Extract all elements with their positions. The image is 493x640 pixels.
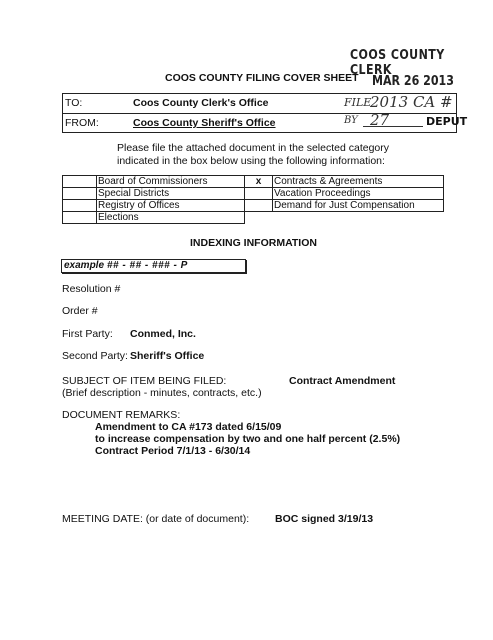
category-label: Demand for Just Compensation <box>273 200 444 212</box>
checkbox-cell[interactable] <box>63 176 97 188</box>
example-label: example <box>64 260 105 271</box>
indexing-heading: INDEXING INFORMATION <box>190 237 317 249</box>
by-label: BY <box>344 115 358 126</box>
example-format: ## - ## - ### - P <box>107 260 188 271</box>
checkbox-cell[interactable]: x <box>245 176 273 188</box>
category-row <box>63 200 444 212</box>
checkbox-cell[interactable] <box>63 188 97 200</box>
file-number: 2013 CA # 27 <box>370 93 453 129</box>
checkbox-cell[interactable] <box>63 212 97 224</box>
page-title: COOS COUNTY FILING COVER SHEET <box>165 72 359 84</box>
file-stamp-label: FILE <box>344 96 372 109</box>
category-label: Vacation Proceedings <box>273 188 444 200</box>
from-value: Coos County Sheriff's Office <box>133 117 276 129</box>
category-label: Elections <box>97 212 245 224</box>
by-line <box>363 126 423 127</box>
date-stamp: MAR 26 2013 <box>372 74 454 89</box>
meeting-label: MEETING DATE: (or date of document): <box>62 513 250 525</box>
clerk-stamp: COOS COUNTY CLERK <box>350 48 445 78</box>
category-row <box>63 188 444 200</box>
to-value: Coos County Clerk's Office <box>133 97 269 109</box>
category-row <box>63 176 444 188</box>
example-box <box>61 259 246 273</box>
remarks-line: to increase compensation by two and one half percent (2.5%) <box>95 433 401 445</box>
category-table <box>62 175 444 224</box>
meeting-value: BOC signed 3/19/13 <box>275 513 374 525</box>
routing-box <box>62 93 468 133</box>
resolution-label: Resolution # <box>62 283 121 295</box>
remarks-line: Amendment to CA #173 dated 6/15/09 <box>95 421 282 433</box>
checkbox-cell[interactable] <box>63 200 97 212</box>
category-row <box>63 212 444 224</box>
category-label: Special Districts <box>97 188 245 200</box>
remarks-line: Contract Period 7/1/13 - 6/30/14 <box>95 445 251 457</box>
checkbox-cell[interactable] <box>245 200 273 212</box>
remarks-label: DOCUMENT REMARKS: <box>62 409 181 421</box>
first-party-value: Conmed, Inc. <box>130 328 196 340</box>
second-party-value: Sheriff's Office <box>130 350 205 362</box>
subject-label: SUBJECT OF ITEM BEING FILED: <box>62 375 227 387</box>
from-label: FROM: <box>65 117 99 129</box>
second-party-label: Second Party: <box>62 350 128 362</box>
subject-hint: (Brief description - minutes, contracts, etc.) <box>62 387 262 399</box>
to-label: TO: <box>65 97 83 109</box>
category-label: Contracts & Agreements <box>273 176 444 188</box>
subject-value: Contract Amendment <box>289 375 396 387</box>
category-label: Board of Commissioners <box>97 176 245 188</box>
deputy-stamp: DEPUT <box>426 115 468 128</box>
instructions-text: Please file the attached document in the selected category indicated in the box below using the following information: <box>117 142 390 167</box>
first-party-label: First Party: <box>62 328 113 340</box>
checkbox-cell[interactable] <box>245 188 273 200</box>
order-label: Order # <box>62 305 98 317</box>
category-label: Registry of Offices <box>97 200 245 212</box>
